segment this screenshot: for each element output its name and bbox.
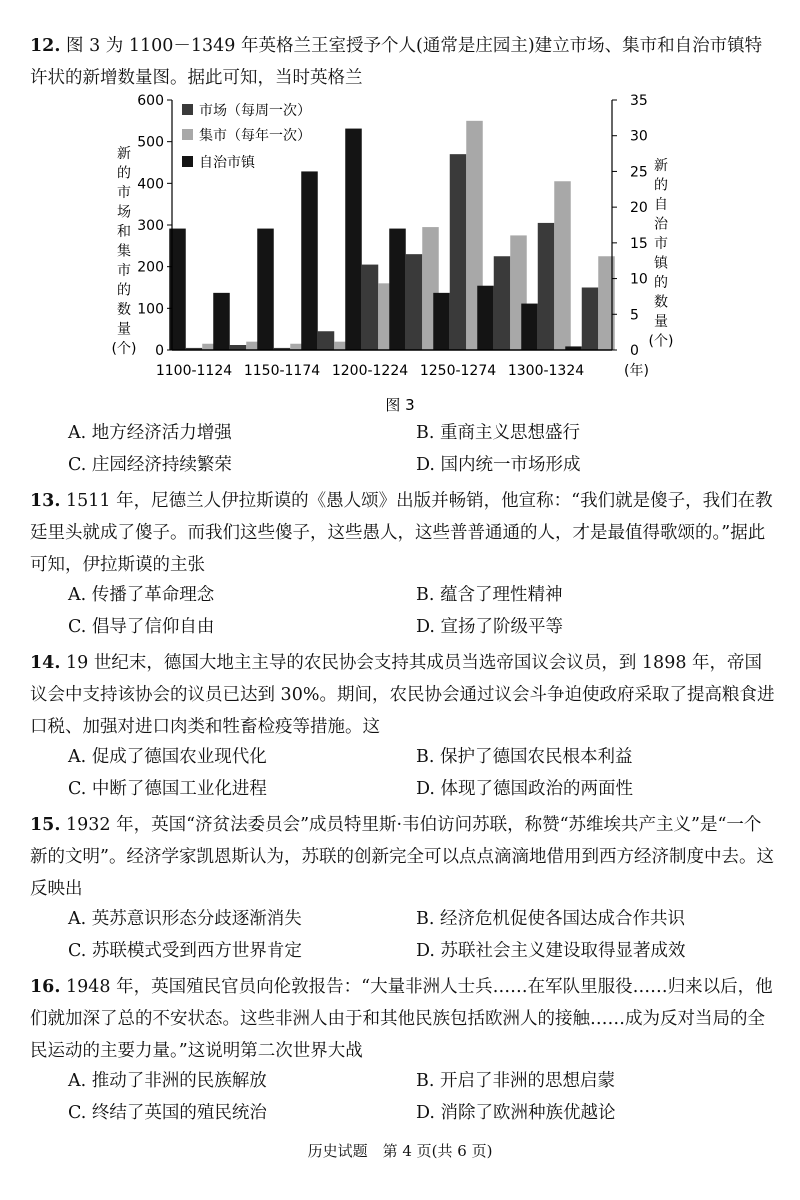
bar-market-1225-1249 <box>406 254 423 350</box>
x-tick-label-1150-1174: 1150-1174 <box>243 363 321 379</box>
q12-option-a: A. 地方经济活力增强 <box>68 423 232 443</box>
x-tick-label-1250-1274: 1250-1274 <box>419 363 497 379</box>
bar-market-1300-1324 <box>538 223 555 350</box>
right-tick-label-35: 35 <box>630 93 648 109</box>
bar-borough-1200-1224 <box>345 129 362 350</box>
q15-option-c: C. 苏联模式受到西方世界肯定 <box>68 941 302 961</box>
q16-option-a: A. 推动了非洲的民族解放 <box>68 1071 267 1091</box>
q15-option-b: B. 经济危机促使各国达成合作共识 <box>416 909 685 929</box>
bar-borough-1275-1299 <box>477 286 494 350</box>
question-12-text: 图 3 为 1100－1349 年英格兰王室授予个人(通常是庄园主)建立市场、集市和自治市镇特许状的新增数量图。据此可知，当时英格兰 <box>30 36 763 88</box>
right-tick-label-15: 15 <box>630 235 648 252</box>
question-15-stem <box>30 809 775 905</box>
q13-option-b: B. 蕴含了理性精神 <box>416 585 563 605</box>
figure-caption: 图 3 <box>385 396 415 414</box>
left-tick-label-500: 500 <box>137 134 164 151</box>
x-tick-label-1200-1224: 1200-1224 <box>331 363 409 379</box>
left-tick-label-100: 100 <box>137 301 164 318</box>
bar-borough-1175-1199 <box>301 171 318 350</box>
q14-option-c: C. 中断了德国工业化进程 <box>68 779 267 799</box>
left-axis-title: 新的市场和集市的数量(个) <box>111 146 137 357</box>
q13-option-d: D. 宣扬了阶级平等 <box>416 617 564 637</box>
right-tick-label-20: 20 <box>630 200 648 217</box>
legend-label-1: 集市（每年一次） <box>199 128 311 144</box>
page-footer: 历史试题 第 4 页(共 6 页) <box>307 1142 493 1160</box>
question-13-text: 1511 年，尼德兰人伊拉斯谟的《愚人颂》出版并畅销，他宣称：“我们就是傻子，我们在教廷里头就成了傻子。而我们这些傻子，这些愚人，这些普普通通的人，才是最值得歌颂的。”据此可知，伊拉斯谟的主张 <box>30 491 773 575</box>
legend-swatch-0 <box>182 104 193 115</box>
q13-option-c: C. 倡导了信仰自由 <box>68 617 215 637</box>
bar-market-1175-1199 <box>318 331 335 350</box>
question-16-text: 1948 年，英国殖民官员向伦敦报告：“大量非洲人士兵……在军队里服役……归来以后，他们就加深了总的不安状态。这些非洲人由于和其他民族包括欧洲人的接触……成为反对当局的全民运动的主要力量。”这说明第二次世界大战 <box>30 977 773 1061</box>
q15-option-d: D. 苏联社会主义建设取得显著成效 <box>416 941 686 961</box>
right-tick-label-5: 5 <box>630 307 639 324</box>
q14-option-a: A. 促成了德国农业现代化 <box>68 747 267 767</box>
legend-swatch-1 <box>182 129 193 140</box>
bar-borough-1250-1274 <box>433 293 450 350</box>
question-14-text: 19 世纪末，德国大地主主导的农民协会支持其成员当选帝国议会议员，到 1898 年，帝国议会中支持该协会的议员已达到 30%。期间，农民协会通过议会斗争迫使政府采取了提高粮食进口税、加强对进口肉类和牲畜检疫等措施。这 <box>30 653 775 737</box>
right-axis-title: 新的自治市镇的数量(个) <box>648 158 674 350</box>
bar-market-1325-1349 <box>582 288 599 351</box>
question-15-number: 15. <box>30 815 61 835</box>
question-12-stem <box>30 30 775 94</box>
q15-option-a: A. 英苏意识形态分歧逐渐消失 <box>68 909 302 929</box>
q12-option-d: D. 国内统一市场形成 <box>416 455 581 475</box>
q16-option-d: D. 消除了欧洲种族优越论 <box>416 1103 616 1123</box>
q16-option-c: C. 终结了英国的殖民统治 <box>68 1103 267 1123</box>
x-axis-unit: (年) <box>624 363 649 379</box>
right-tick-label-25: 25 <box>630 164 648 181</box>
question-16-number: 16. <box>30 977 61 997</box>
right-tick-label-10: 10 <box>630 271 648 288</box>
left-tick-label-600: 600 <box>137 93 164 109</box>
bar-borough-1300-1324 <box>521 304 538 350</box>
question-14-number: 14. <box>30 653 61 673</box>
q13-option-a: A. 传播了革命理念 <box>68 585 215 605</box>
q14-option-d: D. 体现了德国政治的两面性 <box>416 779 634 799</box>
right-tick-label-30: 30 <box>630 128 648 145</box>
x-tick-label-1300-1324: 1300-1324 <box>507 363 585 379</box>
bar-borough-1125-1149 <box>213 293 230 350</box>
bar-chart-figure-3 <box>0 88 800 418</box>
question-12-number: 12. <box>30 36 61 56</box>
legend-label-0: 市场（每周一次） <box>199 103 311 119</box>
left-tick-label-300: 300 <box>137 218 164 234</box>
question-16-stem <box>30 971 775 1067</box>
x-tick-label-1100-1124: 1100-1124 <box>155 363 233 379</box>
question-13-number: 13. <box>30 491 61 511</box>
bar-fair-1300-1324 <box>554 181 571 350</box>
legend-label-2: 自治市镇 <box>199 155 255 171</box>
question-13-stem <box>30 485 775 581</box>
question-15-text: 1932 年，英国“济贫法委员会”成员特里斯·韦伯访问苏联，称赞“苏维埃共产主义”是“一个新的文明”。经济学家凯恩斯认为，苏联的创新完全可以点点滴滴地借用到西方经济制度中去。这反映出 <box>30 815 774 899</box>
q16-option-b: B. 开启了非洲的思想启蒙 <box>416 1071 615 1091</box>
question-14-stem <box>30 647 775 743</box>
q14-option-b: B. 保护了德国农民根本利益 <box>416 747 633 767</box>
bar-market-1275-1299 <box>494 256 511 350</box>
bar-market-1250-1274 <box>450 154 467 350</box>
left-tick-label-0: 0 <box>155 343 164 359</box>
left-tick-label-200: 200 <box>137 259 164 276</box>
bar-borough-1225-1249 <box>389 229 406 350</box>
bar-borough-1150-1174 <box>257 229 274 350</box>
right-tick-label-0: 0 <box>630 343 639 359</box>
q12-option-c: C. 庄园经济持续繁荣 <box>68 455 232 475</box>
q12-option-b: B. 重商主义思想盛行 <box>416 423 580 443</box>
legend-swatch-2 <box>182 156 193 167</box>
left-tick-label-400: 400 <box>137 176 164 193</box>
bar-market-1200-1224 <box>362 265 379 350</box>
